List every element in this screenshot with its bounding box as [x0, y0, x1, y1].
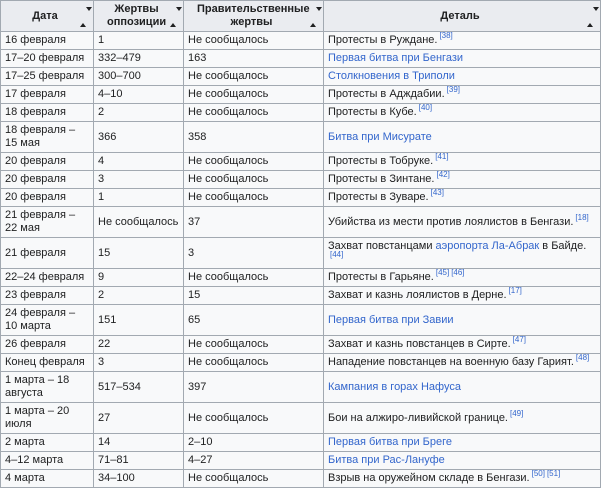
detail-cell — [324, 354, 601, 372]
opposition-casualties-cell: 71–81 — [94, 452, 184, 470]
reference-link[interactable]: [18] — [575, 212, 589, 222]
reference-link[interactable]: [48] — [575, 353, 590, 363]
table-row — [1, 189, 601, 207]
column-header-government-casualties[interactable] — [184, 1, 324, 32]
opposition-casualties-cell: 300–700 — [94, 68, 184, 86]
sort-icon[interactable] — [80, 11, 88, 21]
reference-link[interactable]: [38] — [439, 31, 453, 41]
detail-cell — [324, 122, 601, 153]
government-casualties-cell: Не сообщалось — [184, 32, 324, 50]
table-row — [1, 372, 601, 403]
detail-link[interactable]: Первая битва при Бенгази — [328, 52, 464, 64]
table-row — [1, 171, 601, 189]
detail-cell — [324, 336, 601, 354]
detail-text: Протесты в Тобруке. — [328, 155, 434, 167]
government-casualties-cell: 2–10 — [184, 434, 324, 452]
table-row — [1, 434, 601, 452]
detail-cell — [324, 269, 601, 287]
detail-cell — [324, 32, 601, 50]
date-cell: 20 февраля — [1, 153, 94, 171]
government-casualties-cell: 4–27 — [184, 452, 324, 470]
date-cell: Конец февраля — [1, 354, 94, 372]
detail-text: Протесты в Руждане. — [328, 34, 438, 46]
column-header-government-label: Правительственные жертвы — [197, 3, 310, 28]
date-cell: 20 февраля — [1, 171, 94, 189]
government-casualties-cell: Не сообщалось — [184, 470, 324, 488]
opposition-casualties-cell: 15 — [94, 238, 184, 269]
detail-text: Взрыв на оружейном складе в Бенгази. — [328, 472, 530, 484]
detail-cell — [324, 171, 601, 189]
government-casualties-cell: Не сообщалось — [184, 86, 324, 104]
sort-down-arrow-icon — [176, 7, 182, 23]
reference-link[interactable]: [43] — [430, 188, 444, 198]
date-cell: 4 марта — [1, 470, 94, 488]
date-cell: 22–24 февраля — [1, 269, 94, 287]
opposition-casualties-cell: 332–479 — [94, 50, 184, 68]
government-casualties-cell: Не сообщалось — [184, 189, 324, 207]
detail-link[interactable]: Битва при Мисурате — [328, 130, 432, 143]
opposition-casualties-cell: 9 — [94, 269, 184, 287]
sort-icon[interactable] — [310, 11, 318, 21]
reference-link[interactable]: [44] — [330, 250, 344, 260]
detail-text: Бои на алжиро-ливийской границе. — [328, 411, 508, 424]
opposition-casualties-cell: Не сообщалось — [94, 207, 184, 238]
detail-text: в Байде. — [539, 240, 587, 252]
table-row — [1, 68, 601, 86]
detail-cell — [324, 287, 601, 305]
reference-link[interactable]: [42] — [436, 170, 450, 180]
government-casualties-cell: Не сообщалось — [184, 68, 324, 86]
opposition-casualties-cell: 2 — [94, 104, 184, 122]
table-row — [1, 269, 601, 287]
detail-text: Протесты в Зинтане. — [328, 173, 435, 185]
detail-cell — [324, 372, 601, 403]
opposition-casualties-cell: 4–10 — [94, 86, 184, 104]
detail-cell — [324, 305, 601, 336]
detail-link[interactable]: Столкновения в Триполи — [328, 70, 455, 82]
table-row — [1, 470, 601, 488]
opposition-casualties-cell: 27 — [94, 403, 184, 434]
column-header-date-label: Дата — [32, 9, 58, 22]
detail-cell — [324, 68, 601, 86]
date-cell: 17–20 февраля — [1, 50, 94, 68]
opposition-casualties-cell: 3 — [94, 171, 184, 189]
detail-link[interactable]: Кампания в горах Нафуса — [328, 380, 461, 393]
government-casualties-cell: 37 — [184, 207, 324, 238]
opposition-casualties-cell: 2 — [94, 287, 184, 305]
government-casualties-cell: Не сообщалось — [184, 269, 324, 287]
date-cell: 21 февраля — [1, 238, 94, 269]
reference-link[interactable]: [51] — [546, 469, 561, 479]
government-casualties-cell: 358 — [184, 122, 324, 153]
date-cell: 18 февраля – 15 мая — [1, 122, 94, 153]
table-header — [1, 1, 601, 32]
table-row — [1, 32, 601, 50]
detail-cell — [324, 86, 601, 104]
date-cell: 20 февраля — [1, 189, 94, 207]
table-row — [1, 305, 601, 336]
detail-text: Убийства из мести против лоялистов в Бенгази. — [328, 215, 574, 228]
table-row — [1, 452, 601, 470]
government-casualties-cell: 15 — [184, 287, 324, 305]
reference-link[interactable]: [46] — [451, 268, 465, 278]
detail-cell — [324, 104, 601, 122]
date-cell: 17–25 февраля — [1, 68, 94, 86]
column-header-opposition-label: Жертвы оппозиции — [107, 3, 167, 28]
detail-text: Захват и казнь лоялистов в Дерне. — [328, 289, 507, 301]
government-casualties-cell: Не сообщалось — [184, 171, 324, 189]
sort-down-arrow-icon — [316, 7, 322, 23]
table-row — [1, 207, 601, 238]
table-row — [1, 403, 601, 434]
government-casualties-cell: 163 — [184, 50, 324, 68]
reference-link[interactable]: [50] — [531, 469, 545, 479]
opposition-casualties-cell: 22 — [94, 336, 184, 354]
date-cell: 16 февраля — [1, 32, 94, 50]
detail-cell — [324, 153, 601, 171]
header-row — [1, 1, 601, 32]
detail-cell — [324, 207, 601, 238]
table-row — [1, 287, 601, 305]
opposition-casualties-cell: 1 — [94, 32, 184, 50]
opposition-casualties-cell: 3 — [94, 354, 184, 372]
government-casualties-cell: 65 — [184, 305, 324, 336]
detail-cell — [324, 238, 601, 269]
reference-link[interactable]: [47] — [512, 335, 526, 345]
date-cell: 18 февраля — [1, 104, 94, 122]
detail-cell — [324, 50, 601, 68]
government-casualties-cell: Не сообщалось — [184, 336, 324, 354]
date-cell: 4–12 марта — [1, 452, 94, 470]
opposition-casualties-cell: 34–100 — [94, 470, 184, 488]
government-casualties-cell: 397 — [184, 372, 324, 403]
government-casualties-cell: 3 — [184, 238, 324, 269]
date-cell: 23 февраля — [1, 287, 94, 305]
opposition-casualties-cell: 1 — [94, 189, 184, 207]
detail-link[interactable]: Первая битва при Бреге — [328, 436, 452, 448]
sort-icon[interactable] — [170, 11, 178, 21]
government-casualties-cell: Не сообщалось — [184, 354, 324, 372]
detail-text: Захват повстанцами — [328, 240, 436, 252]
detail-text: Протесты в Адждабии. — [328, 88, 445, 100]
opposition-casualties-cell: 14 — [94, 434, 184, 452]
detail-link[interactable]: Первая битва при Завии — [328, 313, 454, 326]
government-casualties-cell: Не сообщалось — [184, 153, 324, 171]
government-casualties-cell: Не сообщалось — [184, 403, 324, 434]
detail-text: Протесты в Гарьяне. — [328, 271, 434, 283]
date-cell: 26 февраля — [1, 336, 94, 354]
reference-link[interactable]: [40] — [418, 103, 433, 113]
opposition-casualties-cell: 4 — [94, 153, 184, 171]
table-row — [1, 122, 601, 153]
detail-text: Протесты в Зуваре. — [328, 191, 429, 203]
government-casualties-cell: Не сообщалось — [184, 104, 324, 122]
date-cell: 17 февраля — [1, 86, 94, 104]
opposition-casualties-cell: 151 — [94, 305, 184, 336]
reference-link[interactable]: [39] — [446, 85, 460, 95]
table-body — [1, 32, 601, 488]
detail-cell — [324, 434, 601, 452]
date-cell: 2 марта — [1, 434, 94, 452]
table-row — [1, 104, 601, 122]
opposition-casualties-cell: 517–534 — [94, 372, 184, 403]
reference-link[interactable]: [41] — [435, 152, 449, 162]
detail-text: Протесты в Кубе. — [328, 106, 417, 118]
date-cell: 1 марта – 18 августа — [1, 372, 94, 403]
sort-icon[interactable] — [587, 11, 595, 21]
reference-link[interactable]: [17] — [508, 286, 522, 296]
table-row — [1, 86, 601, 104]
table-row — [1, 50, 601, 68]
table-row — [1, 153, 601, 171]
column-header-detail-label: Деталь — [440, 9, 480, 22]
column-header-detail[interactable] — [324, 1, 601, 32]
sort-down-arrow-icon — [593, 7, 599, 23]
column-header-opposition-casualties[interactable] — [94, 1, 184, 32]
date-cell: 21 февраля – 22 мая — [1, 207, 94, 238]
date-cell: 1 марта – 20 июля — [1, 403, 94, 434]
table-row — [1, 238, 601, 269]
reference-link[interactable]: [45] — [435, 268, 450, 278]
opposition-casualties-cell: 366 — [94, 122, 184, 153]
table-row — [1, 336, 601, 354]
sort-down-arrow-icon — [86, 7, 92, 23]
detail-cell — [324, 189, 601, 207]
date-cell: 24 февраля – 10 марта — [1, 305, 94, 336]
column-header-date[interactable] — [1, 1, 94, 32]
detail-link[interactable]: Битва при Рас-Лануфе — [328, 454, 445, 466]
detail-link[interactable]: аэропорта Ла-Абрак — [435, 240, 540, 252]
detail-cell — [324, 452, 601, 470]
detail-text: Захват и казнь повстанцев в Сирте. — [328, 338, 511, 350]
detail-cell — [324, 403, 601, 434]
detail-cell — [324, 470, 601, 488]
table-row — [1, 354, 601, 372]
detail-text: Нападение повстанцев на военную базу Гарият. — [328, 356, 574, 368]
reference-link[interactable]: [49] — [510, 408, 524, 418]
